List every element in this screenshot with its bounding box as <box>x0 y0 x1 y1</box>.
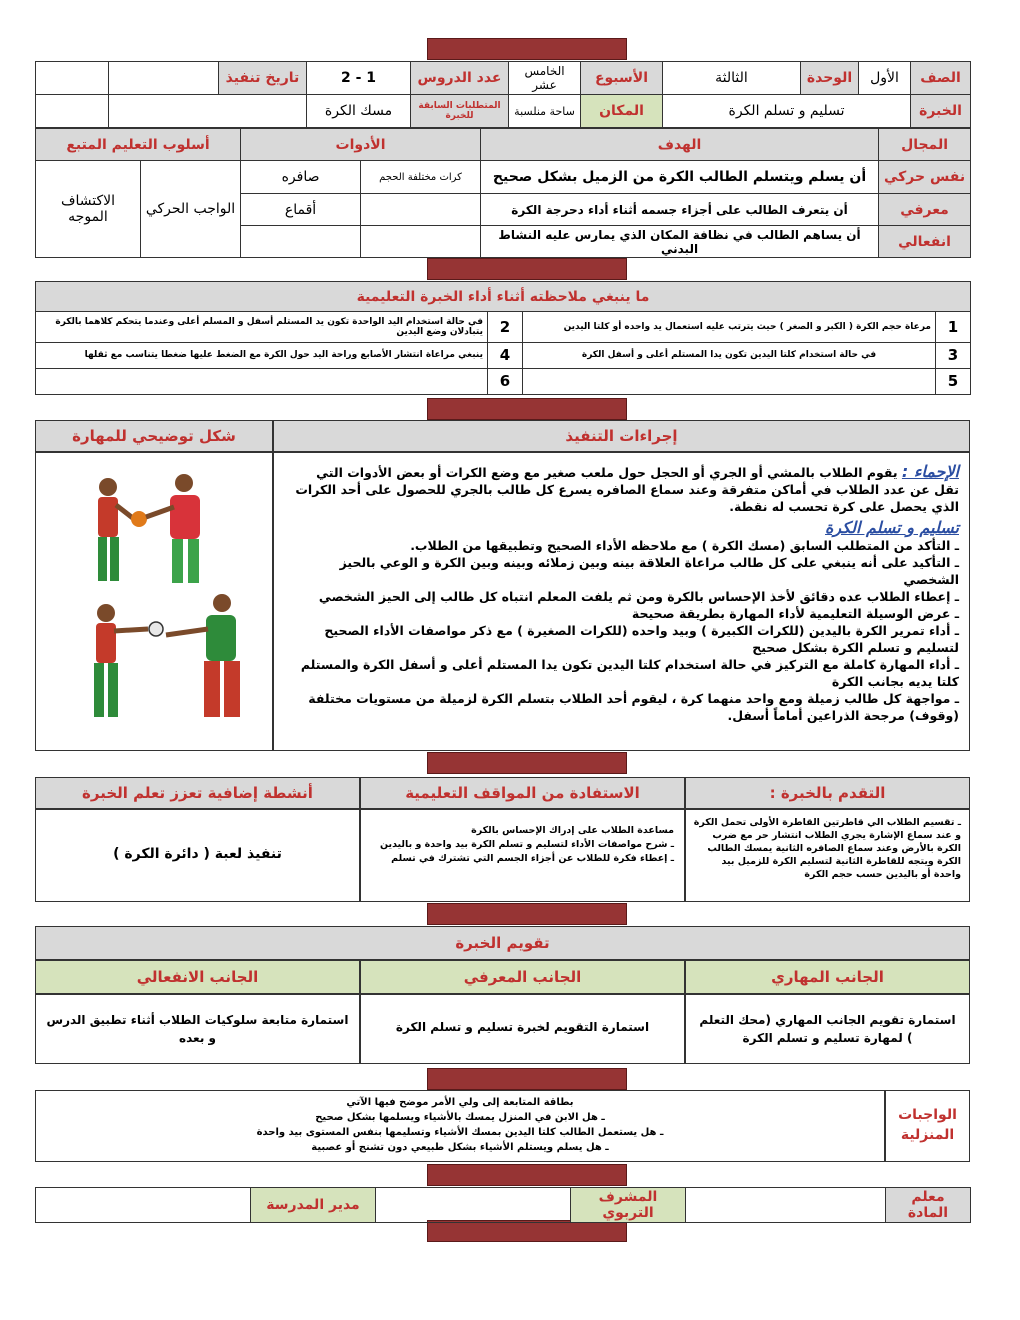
note-number: 3 <box>936 342 971 368</box>
empty-cell <box>109 95 307 128</box>
divider-bar <box>427 1068 627 1090</box>
procedure-line: ـ التأكد من المتطلب السابق (مسك الكرة ) مع ملاحظه الأداء الصحيح وتطبيقها من الطلاب. <box>410 538 959 553</box>
class-value: الأول <box>859 62 911 95</box>
eval-cognitive-body <box>360 994 685 1064</box>
procedure-line: ـ أداء تمرير الكرة باليدين (للكرات الكبيرة ) وبيد واحده (للكرات الصغيرة ) مع ذكر مواصفات الأداء الصحيح لتسليم و تسلم الكرة بشكل صحيح <box>324 623 959 655</box>
divider-bar <box>427 38 627 60</box>
tool-empty <box>241 226 361 258</box>
divider-bar <box>427 903 627 925</box>
eval-affective-text: استمارة متابعة سلوكيات الطلاب أثناء تطبيق الدرس و بعده <box>46 1013 349 1045</box>
homework-label: الواجبات المنزلية <box>898 1107 957 1143</box>
procedure-line: ـ التأكيد على أنه ينبغي على كل طالب مراعاة العلاقة بينه وبين زملائه وبينه وبين الكرة و الوعي بالحيز الشخصي <box>339 555 959 587</box>
eval-cognitive-text: استمارة التقويم لخبرة تسليم و تسلم الكرة <box>395 1020 650 1034</box>
domain-psychomotor: نفس حركي <box>879 161 971 194</box>
activity-text: تنفيذ لعبة ( دائرة الكرة ) <box>113 846 282 862</box>
procedure-line: ـ أداء المهارة كاملة مع التركيز في حالة استخدام كلتا اليدين تكون يدا المستلم أعلى و أسفل الكرة والمستلم كلتا يديه بجانب الكرة <box>300 657 959 689</box>
lessons-value <box>307 62 411 95</box>
goal-psychomotor: أن يسلم ويتسلم الطالب الكرة من الزميل بشكل صحيح <box>481 161 879 194</box>
bottom-pair-figures <box>94 594 240 717</box>
week-value: الخامس عشر <box>509 62 581 95</box>
note-number: 2 <box>488 312 523 342</box>
procedure-line: ـ مواجهة كل طالب زميلة ومع واحد منهما كرة ، ليقوم أحد الطلاب بتسلم الكرة لزميلة من مستويات مختلفة (وقوف) مرجحة الذراعين أماماً أسفل. <box>308 691 959 723</box>
experience-value: تسليم و تسلم الكرة <box>663 95 911 128</box>
warmup-paragraph <box>292 463 959 515</box>
divider-bar <box>427 258 627 280</box>
lessons-value-text: 2 - 1 <box>340 70 377 86</box>
lessons-label: عدد الدروس <box>411 62 509 95</box>
note-number: 1 <box>936 312 971 342</box>
skill-label: تسليم و تسلم الكرة <box>825 518 959 537</box>
ball-passing-illustration <box>36 453 272 750</box>
divider-bar <box>427 1220 627 1242</box>
illustration-panel <box>35 452 273 751</box>
goal-cognitive: أن يتعرف الطالب على أجزاء جسمه أثناء أداء دحرجة الكرة <box>481 194 879 226</box>
tool-empty <box>361 194 481 226</box>
evaluation-title: تقويم الخبرة <box>35 926 970 960</box>
warmup-text: يقوم الطلاب بالمشي أو الجري أو الحجل حول ملعب صغير مع وضع الكرات أو بعض الأدوات التي تقل عن عدد الطلاب في أماكن متفرقة وعند سماع الصافره يسرع كل طالب بالجري للحصول على أحد الكرات الذي يحصل على كرة تحسب له نقطة. <box>295 465 959 514</box>
experience-label: الخبرة <box>911 95 971 128</box>
procedure-line: ـ إعطاء الطلاب عده دقائق لأخذ الإحساس بالكرة ومن ثم يلفت المعلم انتباه كل طالب إلى الحيز الشخصي <box>318 589 959 604</box>
divider-bar <box>427 398 627 420</box>
tool-whistle: صافره <box>241 161 361 194</box>
place-label: المكان <box>581 95 663 128</box>
principal-label: مدير المدرسة <box>251 1188 376 1223</box>
homework-body <box>35 1090 885 1162</box>
warmup-label: الإحماء : <box>901 462 959 481</box>
benefit-line: ـ إعطاء فكرة للطلاب عن أجزاء الجسم التي تشترك في تسلم <box>391 853 674 864</box>
note-number: 4 <box>488 342 523 368</box>
unit-value: الثالثة <box>663 62 801 95</box>
homework-line: ـ هل الابن في المنزل يمسك بالأشياء ويسلمها بشكل صحيح <box>315 1112 605 1123</box>
empty-cell <box>36 95 109 128</box>
illustration-title: شكل توضيحي للمهارة <box>35 420 273 452</box>
week-label: الأسبوع <box>581 62 663 95</box>
eval-skill-label: الجانب المهاري <box>685 960 970 994</box>
goal-affective: أن يساهم الطالب في نظافة المكان الذي يمارس عليه النشاط البدني <box>481 226 879 258</box>
procedures-text <box>292 463 959 724</box>
progress-title: التقدم بالخبرة : <box>685 777 970 809</box>
homework-line: ـ هل يستعمل الطالب كلتا اليدين بمسك الأشياء وتسليمها بنفس المستوى بيد واحدة <box>256 1127 664 1138</box>
skill-heading <box>292 519 959 537</box>
procedure-line: ـ عرض الوسيلة التعليمية لأداء المهارة بطريقة صحيحة <box>631 606 959 621</box>
benefit-title: الاستفادة من المواقف التعليمية <box>360 777 685 809</box>
note-text <box>36 368 488 394</box>
divider-bar <box>427 752 627 774</box>
prereq-label: المتطلبات السابقة للخبرة <box>411 95 509 128</box>
note-number: 5 <box>936 368 971 394</box>
style-guided-discovery: الاكتشاف الموجه <box>36 161 141 258</box>
benefit-line: ـ شرح مواصفات الأداء لتسليم و تسلم الكرة بيد واحدة و باليدين <box>379 839 674 850</box>
lesson-header-table <box>35 61 971 128</box>
class-label: الصف <box>911 62 971 95</box>
note-number: 6 <box>488 368 523 394</box>
signatures-table <box>35 1187 971 1223</box>
note-text: ينبغي مراعاة انتشار الأصابع وراحة اليد حول الكرة مع الضغط عليها ضغطا يتناسب مع ثقلها <box>36 342 488 368</box>
tool-balls: كرات مختلفة الحجم <box>361 161 481 194</box>
style-label: أسلوب التعليم المتبع <box>36 129 241 161</box>
empty-cell <box>36 62 109 95</box>
objectives-table <box>35 128 971 258</box>
domain-affective: انفعالي <box>879 226 971 258</box>
activities-title: أنشطة إضافية تعزز تعلم الخبرة <box>35 777 360 809</box>
tool-cones: أقماع <box>241 194 361 226</box>
benefit-line: مساعدة الطلاب على إدراك الإحساس بالكرة <box>471 825 674 836</box>
progress-body <box>685 809 970 902</box>
notes-table <box>35 281 971 395</box>
date-label: تاريخ تنفيذ <box>219 62 307 95</box>
eval-cognitive-label: الجانب المعرفي <box>360 960 685 994</box>
activities-body <box>35 809 360 902</box>
note-text: في حالة استخدام كلتا اليدين تكون يدا المستلم أعلى و أسفل الكرة <box>523 342 936 368</box>
place-value: ساحة منلسبة <box>509 95 581 128</box>
procedures-title: إجراءات التنفيذ <box>273 420 970 452</box>
procedures-body <box>273 452 970 751</box>
benefit-text <box>367 824 674 866</box>
supervisor-signature[interactable] <box>376 1188 571 1223</box>
supervisor-label: المشرف التربوي <box>571 1188 686 1223</box>
goal-label: الهدف <box>481 129 879 161</box>
date-value[interactable] <box>109 62 219 95</box>
note-text <box>523 368 936 394</box>
homework-text <box>36 1095 884 1155</box>
prereq-value: مسك الكرة <box>307 95 411 128</box>
style-motor-task: الواجب الحركي <box>141 161 241 258</box>
homework-line: بطاقة المتابعة إلى ولي الأمر موضح فيها الآتي <box>346 1097 574 1108</box>
eval-skill-text: استمارة تقويم الجانب المهاري (محك التعلم ) لمهارة تسليم و تسلم الكرة <box>699 1013 956 1045</box>
principal-signature[interactable] <box>36 1188 251 1223</box>
progress-text: ـ تقسيم الطلاب الي قاطرتين القاطرة الأولى تحمل الكرة و عند سماع الإشارة يجري الطلاب انتشار حر مع ضرب الكرة بالأرض وعند سماع الصافره الثانية يمسك الطالب الكرة ويتجه للقاطرة الثانية لتسليم الكرة للزميل بيد واحدة أو باليدين حسب حجم الكرة <box>693 817 961 880</box>
eval-affective-label: الجانب الانفعالي <box>35 960 360 994</box>
benefit-body <box>360 809 685 902</box>
top-pair-figures <box>98 474 200 583</box>
divider-bar <box>427 1164 627 1186</box>
note-text: في حالة استخدام اليد الواحدة تكون يد المستلم أسفل و المسلم أعلى وعندما يتحكم كلاهما بالكرة يتبادلان وضع اليدين <box>36 312 488 342</box>
unit-label: الوحدة <box>801 62 859 95</box>
teacher-signature[interactable] <box>686 1188 886 1223</box>
eval-affective-body <box>35 994 360 1064</box>
teacher-label: معلم المادة <box>886 1188 971 1223</box>
domain-label: المجال <box>879 129 971 161</box>
eval-skill-body <box>685 994 970 1064</box>
note-text: مرعاة حجم الكرة ( الكبر و الصغر ) حيث يترتب عليه استعمال يد واحده أو كلتا اليدين <box>523 312 936 342</box>
notes-title: ما ينبغي ملاحظته أثناء أداء الخبرة التعليمية <box>36 282 971 312</box>
domain-cognitive: معرفي <box>879 194 971 226</box>
homework-label-cell <box>885 1090 970 1162</box>
tool-empty <box>361 226 481 258</box>
tools-label: الأدوات <box>241 129 481 161</box>
homework-line: ـ هل يسلم ويستلم الأشياء بشكل طبيعي دون تشنج أو عصبية <box>311 1142 609 1153</box>
